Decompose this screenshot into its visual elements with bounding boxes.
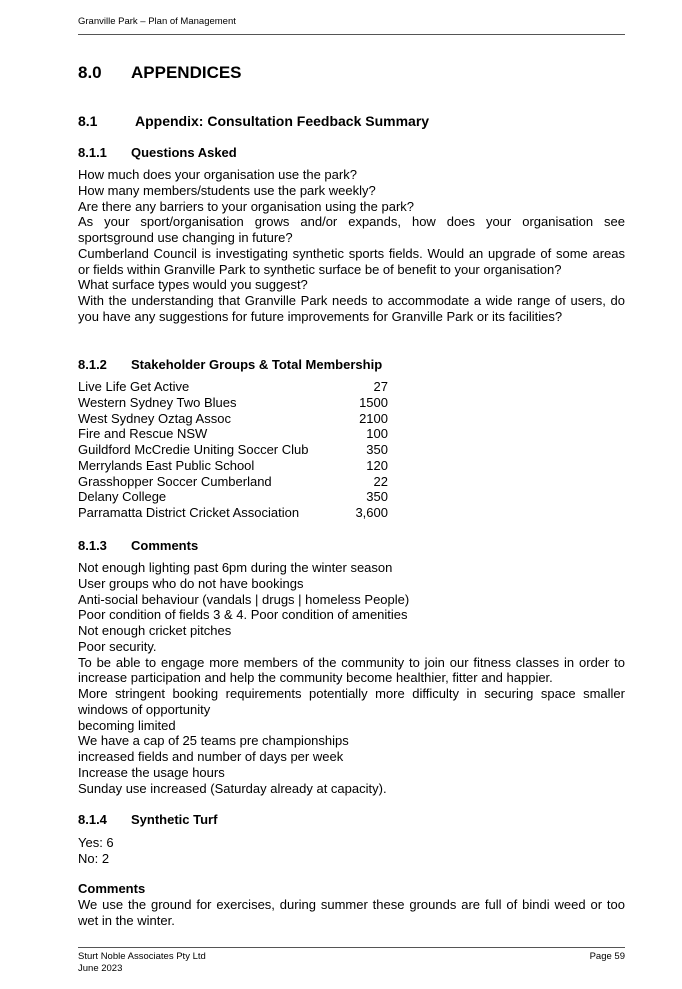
comment-line: Sunday use increased (Saturday already at capacity). <box>78 780 387 796</box>
stakeholders-number: 8.1.2 <box>78 357 107 372</box>
group-name: Fire and Rescue NSW <box>78 426 208 442</box>
synthetic-heading <box>78 811 217 828</box>
footer-date: June 2023 <box>78 962 123 974</box>
comment-line: Not enough cricket pitches <box>78 623 232 638</box>
comment-line: To be able to engage more members of the community to join our fitness classes in order to increase participation and help the community become healthier, fitter and happier. <box>78 654 625 686</box>
synthetic-comments-heading: Comments <box>78 881 146 896</box>
comment-line: Increase the usage hours <box>78 764 225 780</box>
table-row <box>78 379 388 395</box>
page-number: Page 59 <box>589 951 625 962</box>
group-name: Guildford McCredie Uniting Soccer Club <box>78 442 309 457</box>
page-footer <box>78 951 625 974</box>
comment-line: Anti-social behaviour (vandals | drugs | homeless People) <box>78 591 410 607</box>
question-line: Cumberland Council is investigating synthetic sports fields. Would an upgrade of some areas or fields within Granville Park to synthetic surface be of benefit to your organisation? <box>78 245 625 277</box>
comment-line: becoming limited <box>78 717 176 733</box>
questions-list <box>78 167 625 325</box>
table-row <box>78 442 388 458</box>
synthetic-votes <box>78 835 625 867</box>
stakeholder-table <box>78 379 388 521</box>
comments-heading <box>78 537 198 554</box>
comment-line: Poor security. <box>78 638 157 654</box>
question-line: How many members/students use the park weekly? <box>78 182 376 198</box>
stakeholders-heading <box>78 356 382 373</box>
section-title: APPENDICES <box>131 63 242 82</box>
section-number: 8.0 <box>78 63 102 82</box>
group-name: Western Sydney Two Blues <box>78 394 237 410</box>
footer-rule <box>78 947 625 948</box>
question-line: As your sport/organisation grows and/or expands, how does your organisation see sportsground use changing in future? <box>78 214 625 245</box>
comment-line: More stringent booking requirements potentially more difficulty in securing space smaller windows of opportunity <box>78 686 625 717</box>
questions-heading <box>78 144 237 161</box>
table-row <box>78 411 388 427</box>
group-count: 120 <box>366 457 388 473</box>
question-line: Are there any barriers to your organisation using the park? <box>78 198 415 214</box>
group-count: 350 <box>366 442 388 457</box>
table-row <box>78 505 388 521</box>
section-heading <box>78 62 242 84</box>
group-name: Grasshopper Soccer Cumberland <box>78 473 272 489</box>
group-name: Live Life Get Active <box>78 379 190 394</box>
table-row <box>78 426 388 442</box>
synthetic-number: 8.1.4 <box>78 812 107 827</box>
group-count: 3,600 <box>355 505 388 520</box>
group-count: 1500 <box>359 394 388 410</box>
group-name: Parramatta District Cricket Association <box>78 505 300 520</box>
yes-count: Yes: 6 <box>78 835 114 850</box>
table-row <box>78 458 388 474</box>
group-name: West Sydney Oztag Assoc <box>78 410 231 426</box>
subsection-number: 8.1 <box>78 113 98 129</box>
group-name: Delany College <box>78 489 167 505</box>
stakeholders-title: Stakeholder Groups & Total Membership <box>131 357 383 372</box>
group-count: 2100 <box>359 410 388 426</box>
comment-line: Poor condition of fields 3 & 4. Poor condition of amenities <box>78 607 408 623</box>
synthetic-comments-text: We use the ground for exercises, during summer these grounds are full of bindi weed or too wet in the winter. <box>78 897 625 928</box>
running-header: Granville Park – Plan of Management <box>78 16 236 27</box>
no-count: No: 2 <box>78 850 110 866</box>
header-rule <box>78 34 625 35</box>
group-count: 100 <box>366 426 388 442</box>
subsection-title: Appendix: Consultation Feedback Summary <box>135 113 430 129</box>
footer-company: Sturt Noble Associates Pty Ltd <box>78 951 206 962</box>
comments-title: Comments <box>131 538 199 553</box>
table-row <box>78 474 388 490</box>
comments-number: 8.1.3 <box>78 538 107 553</box>
question-line: With the understanding that Granville Park needs to accommodate a wide range of users, do you have any suggestions for future improvements for Granville Park or its facilities? <box>78 293 625 324</box>
question-line: What surface types would you suggest? <box>78 277 308 293</box>
table-row <box>78 395 388 411</box>
comment-line: We have a cap of 25 teams pre championships <box>78 733 349 749</box>
group-name: Merrylands East Public School <box>78 457 255 473</box>
comment-line: Not enough lighting past 6pm during the winter season <box>78 560 393 575</box>
comments-list <box>78 560 625 796</box>
group-count: 350 <box>366 489 388 505</box>
group-count: 22 <box>373 473 388 489</box>
comment-line: User groups who do not have bookings <box>78 575 304 591</box>
table-row <box>78 489 388 505</box>
questions-title: Questions Asked <box>131 145 237 160</box>
questions-number: 8.1.1 <box>78 145 107 160</box>
subsection-heading <box>78 112 429 130</box>
question-line: How much does your organisation use the park? <box>78 167 357 182</box>
group-count: 27 <box>373 379 388 394</box>
synthetic-title: Synthetic Turf <box>131 812 218 827</box>
comment-line: increased fields and number of days per week <box>78 749 344 764</box>
